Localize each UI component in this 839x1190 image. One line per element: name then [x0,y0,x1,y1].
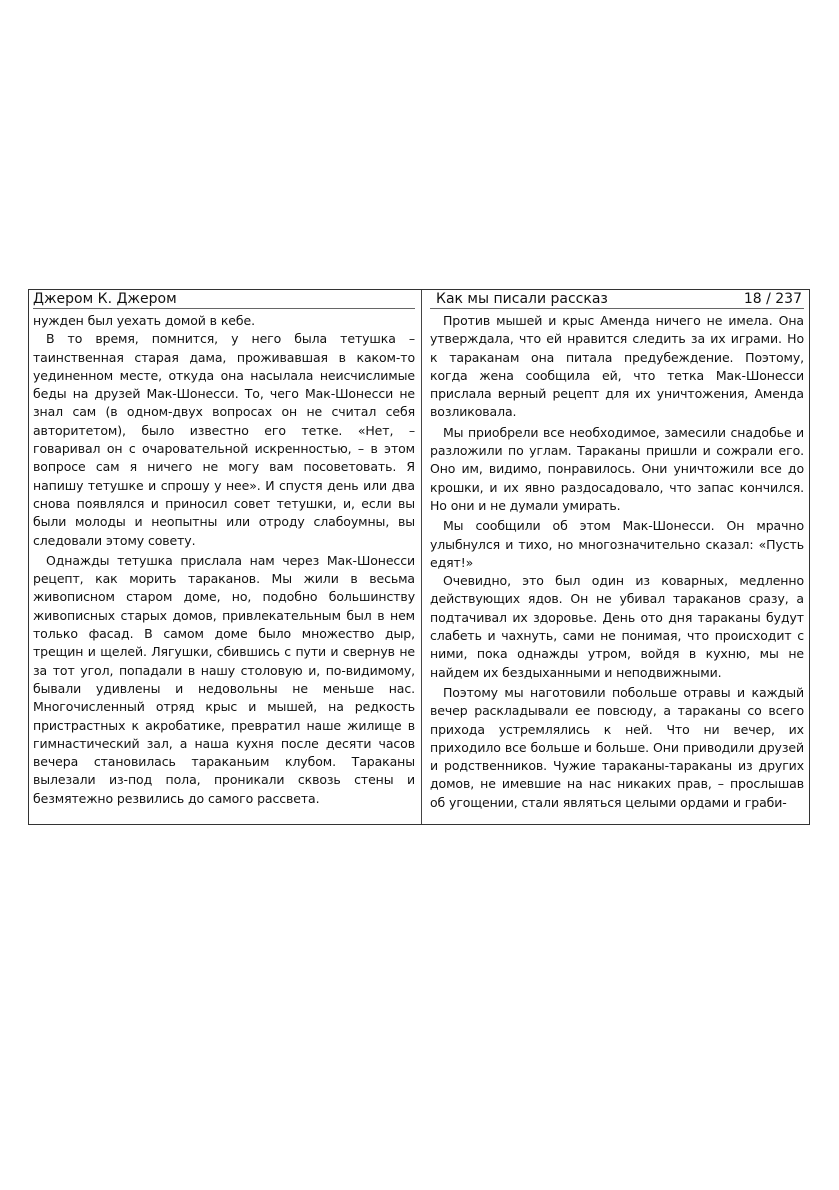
left-paragraph-3: Однажды тетушка прислала нам через Мак-Шонесси рецепт, как морить тараканов. Мы жили в весьма живописном старом доме, но, подобно большинству живописных старых домов, привлекательным был в нем только фасад. В самом доме было множество дыр, трещин и щелей. Лягушки, сбившись с пути и свернув не за тот угол, попадали в нашу столовую и, по-видимому, бывали удивлены и недовольны не меньше нас. Многочисленный отряд крыс и мышей, на редкость пристрастных к акробатике, превратил наше жилище в гимнастический зал, а наша кухня после десяти часов вечера становилась тараканьим клубом. Тараканы вылезали из-под пола, проникали сквозь стены и безмятежно резвились до самого рассвета. [33,552,415,806]
right-paragraph-4: Очевидно, это был один из коварных, медленно действующих ядов. Он не убивал тараканов сразу, а подтачивал их здоровье. День ото дня тараканы будут слабеть и чахнуть, сами не понимая, что происходит с ними, пока однажды утром, войдя в кухню, мы не найдем их бездыханными и неподвижными. [430,573,804,680]
right-page [422,290,810,824]
left-paragraph-2: В то время, помнится, у него была тетушка – таинственная старая дама, проживавшая в каком-то уединенном месте, откуда она насылала неисчислимые беды на друзей Мак-Шонесси. То, чего Мак-Шонесси не знал сам (в одном-двух вопросах он не считал себя авторитетом), было известно его тетке. «Нет, – говаривал он с очаровательной искренностью, – в этом вопросе сам я ничего не могу вам посоветовать. Я напишу тетушке и спрошу у нее». И спустя день или два снова появлялся и приносил совет тетушки, и, если вы были молоды и неопытны или отроду слабоумны, вы следовали этому совету. [33,331,415,548]
left-paragraph-1: нужден был уехать домой в кебе. [33,313,255,328]
right-paragraph-5: Поэтому мы наготовили побольше отравы и каждый вечер раскладывали ее повсюду, а тараканы со всего прихода устремлялись к ней. Что ни вечер, их приходило все больше и больше. Они приводили друзей и родственников. Чужие тараканы-тараканы из других домов, не имевшие на нас никаких прав, – прослышав об угощении, стали являться целыми ордами и граби- [430,684,804,810]
right-paragraph-3: Мы сообщили об этом Мак-Шонесси. Он мрачно улыбнулся и тихо, но многозначительно сказал: «Пусть едят!» [430,518,804,570]
left-page [29,290,421,824]
left-page-header [33,291,415,309]
right-page-text [430,312,804,812]
right-page-header [430,291,804,309]
book-spread [28,289,810,825]
right-paragraph-2: Мы приобрели все необходимое, замесили снадобье и разложили по углам. Тараканы пришли и сожрали его. Оно им, видимо, понравилось. Они уничтожили все до крошки, и их явно раздосадовало, что запас кончился. Но они и не думали умирать. [430,424,804,513]
left-page-text [33,312,415,808]
chapter-title: Как мы писали рассказ [436,291,608,307]
right-paragraph-1: Против мышей и крыс Аменда ничего не имела. Она утверждала, что ей нравится следить за их играми. Но к тараканам она питала предубеждение. Поэтому, когда жена сообщила ей, что тетка Мак-Шонесси прислала верный рецепт для их уничтожения, Аменда возликовала. [430,313,804,420]
page-counter: 18 / 237 [743,291,802,307]
book-author: Джером К. Джером [33,291,177,307]
